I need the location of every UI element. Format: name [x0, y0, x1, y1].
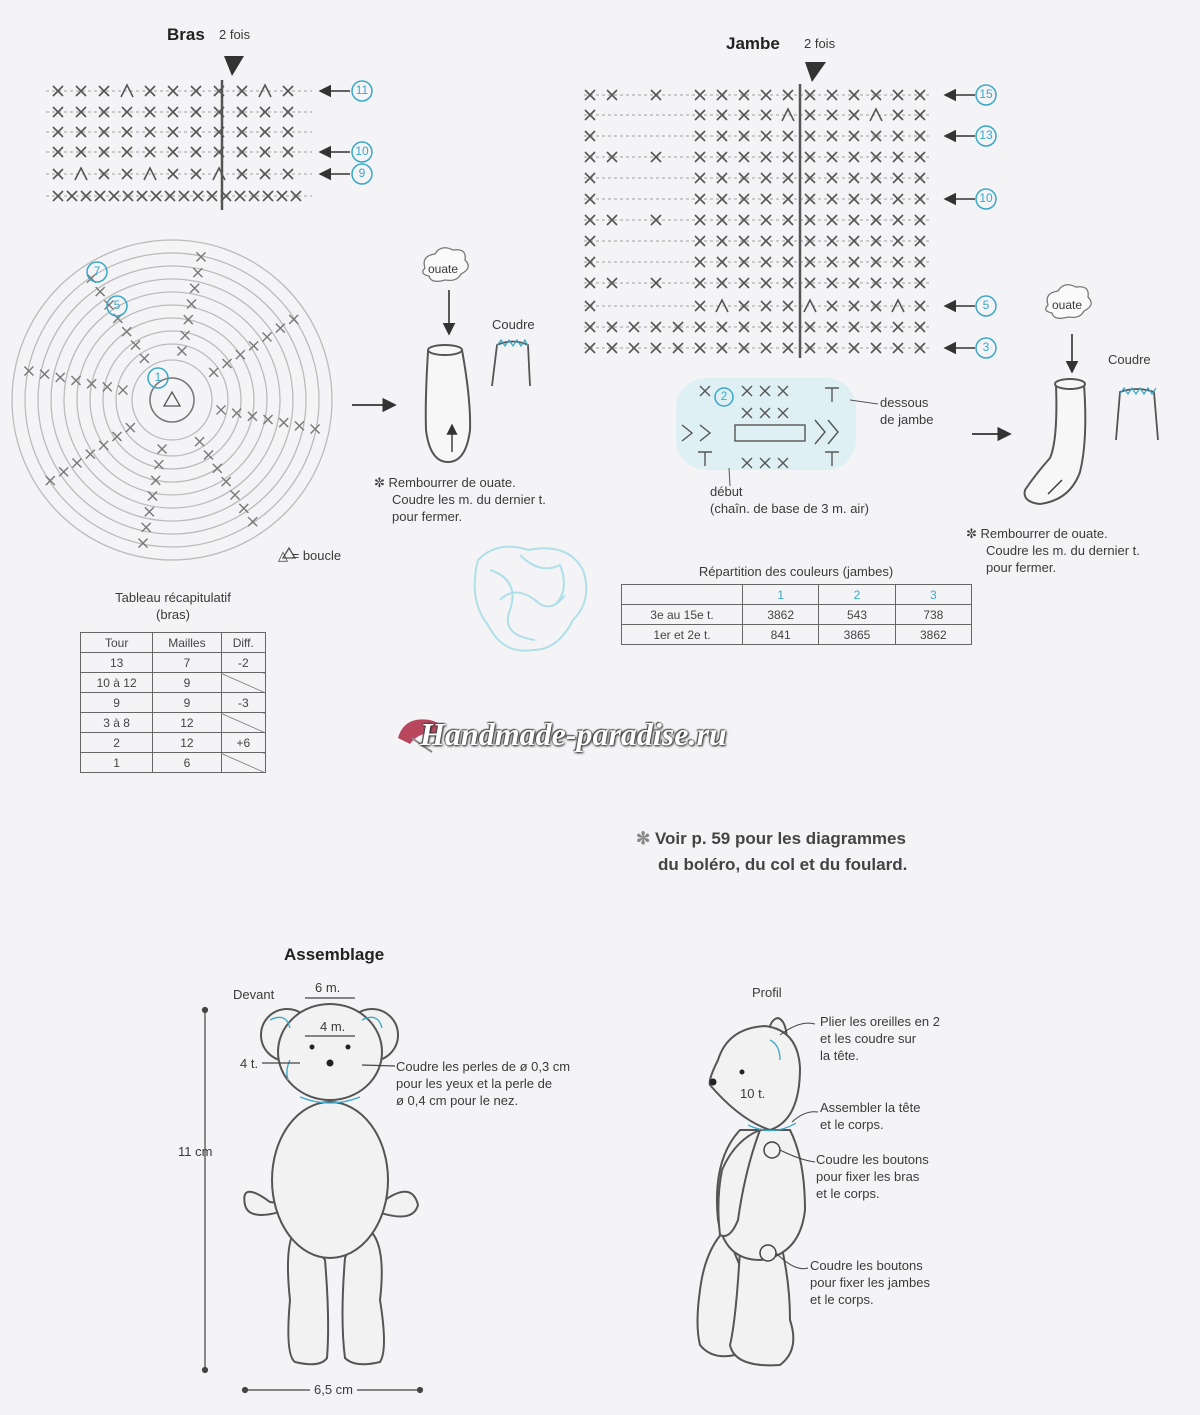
stitch-symbol [67, 191, 77, 201]
jambe-row-marker-15: 15 [979, 87, 993, 101]
stitch-symbol [695, 131, 705, 141]
table-row: 9 9 -3 [81, 693, 266, 713]
stitch-symbol [289, 315, 298, 324]
head-note: Assembler la tête et le corps. [820, 1100, 921, 1132]
stitch-symbol [629, 343, 639, 353]
snowflake-icon: ✼ [636, 829, 655, 848]
stitch-symbol [168, 86, 178, 96]
dim-4m: 4 m. [320, 1019, 346, 1034]
stitch-symbol [168, 107, 178, 117]
round-marker-7: 7 [93, 264, 101, 278]
table-row: 1 6 [81, 753, 266, 773]
stitch-symbol [761, 194, 771, 204]
stitch-symbol [109, 191, 119, 201]
bras-repeat: 2 fois [219, 27, 251, 42]
stitch-symbol [46, 476, 55, 485]
stitch-symbol [827, 343, 837, 353]
stitch-symbol [893, 278, 903, 288]
stitch-symbol [209, 368, 218, 377]
stitch-symbol [283, 127, 293, 137]
stitch-symbol [230, 491, 239, 500]
profile-label: Profil [752, 985, 782, 1000]
stitch-symbol [761, 257, 771, 267]
stitch-symbol [629, 322, 639, 332]
stitch-symbol [140, 354, 149, 363]
stitch-symbol [145, 86, 155, 96]
stitch-symbol [761, 110, 771, 120]
jambe-row-marker-5: 5 [982, 298, 990, 312]
stitch-symbol [695, 343, 705, 353]
table-row: 3 à 8 12 [81, 713, 266, 733]
stitch-symbol [96, 287, 105, 296]
stitch-symbol [893, 322, 903, 332]
jambe-row-marker-10: 10 [979, 191, 993, 205]
bras-instruction: ✼ Rembourrer de ouate. Coudre les m. du dernier t. pour fermer. [374, 475, 546, 524]
stitch-symbol [761, 322, 771, 332]
ouate-label-jambe: ouate [1052, 298, 1083, 312]
stitch-symbol [893, 236, 903, 246]
stitch-symbol [827, 322, 837, 332]
stitch-symbol [827, 301, 837, 311]
dim-6m: 6 m. [315, 980, 341, 995]
round-marker-1: 1 [154, 370, 162, 384]
stitch-symbol [761, 215, 771, 225]
stitch-symbol [761, 278, 771, 288]
start-label: début (chaîn. de base de 3 m. air) [710, 484, 869, 516]
stitch-symbol [761, 301, 771, 311]
stitch-symbol [168, 169, 178, 179]
table-row: 3e au 15e t. 3862 543 738 [622, 605, 972, 625]
bras-row-marker-10: 10 [355, 144, 369, 158]
stitch-symbol [99, 441, 108, 450]
note-text: ✼ Voir p. 59 pour les diagrammes du boléro, du col et du foulard. [636, 829, 908, 875]
stitch-symbol [893, 343, 903, 353]
snowflake-icon: ✼ [374, 475, 389, 490]
stitch-symbol [283, 147, 293, 157]
stitch-symbol [827, 236, 837, 246]
stitch-symbol [59, 467, 68, 476]
ouate-label-bras: ouate [428, 262, 459, 276]
stitch-symbol [893, 215, 903, 225]
stitch-symbol [126, 423, 135, 432]
width-label: 6,5 cm [310, 1382, 357, 1399]
bras-start-marker [224, 56, 244, 76]
stitch-symbol [193, 268, 202, 277]
stitch-symbol [761, 236, 771, 246]
stitch-symbol [827, 110, 837, 120]
stitch-symbol [695, 322, 705, 332]
arm-shape [426, 350, 470, 462]
bear-front [244, 1004, 418, 1364]
stitch-symbol [695, 278, 705, 288]
stitch-symbol [893, 173, 903, 183]
bras-row-marker-9: 9 [358, 166, 366, 180]
stitch-symbol [283, 86, 293, 96]
stitch-symbol [151, 191, 161, 201]
sole-marker-2: 2 [720, 389, 728, 403]
colors-title: Répartition des couleurs (jambes) [698, 564, 894, 579]
stitch-symbol [145, 107, 155, 117]
snowflake-icon: ✼ [966, 526, 981, 541]
stitch-symbol [827, 215, 837, 225]
jambe-row-marker-3: 3 [982, 340, 990, 354]
stitch-symbol [279, 418, 288, 427]
bras-title: Bras [167, 25, 205, 44]
sew-label-jambe: Coudre [1108, 352, 1151, 367]
bear-profile [698, 1018, 806, 1365]
stitch-symbol [40, 370, 49, 379]
eyes-note: Coudre les perles de ø 0,3 cm pour les yeux et la perle de ø 0,4 cm pour le nez. [396, 1059, 571, 1108]
loop-legend: △ = boucle [278, 548, 342, 563]
jambe-row-chart [584, 90, 932, 353]
stitch-symbol [217, 405, 226, 414]
arms-note: Coudre les boutons pour fixer les bras et le corps. [816, 1152, 929, 1201]
stitch-symbol [827, 257, 837, 267]
stitch-symbol [761, 131, 771, 141]
jambe-start-marker [805, 62, 826, 82]
stitch-symbol [295, 421, 304, 430]
stitch-symbol [893, 194, 903, 204]
table-row: 2 12 +6 [81, 733, 266, 753]
jambe-title: Jambe [726, 34, 780, 53]
stitch-symbol [695, 152, 705, 162]
stitch-symbol [893, 110, 903, 120]
stitch-symbol [695, 236, 705, 246]
yarn-illustration [475, 547, 587, 651]
stitch-symbol [276, 324, 285, 333]
stitch-symbol [168, 127, 178, 137]
stitch-symbol [283, 107, 293, 117]
sew-label-bras: Coudre [492, 317, 535, 332]
table-row: Tour Mailles Diff. [81, 633, 266, 653]
stitch-symbol [72, 458, 81, 467]
sole-label: dessous de jambe [880, 395, 934, 427]
stitch-symbol [56, 373, 65, 382]
front-label: Devant [233, 987, 275, 1002]
round-marker-5: 5 [113, 298, 121, 312]
stitch-symbol [213, 464, 222, 473]
stitch-symbol [761, 343, 771, 353]
stitch-symbol [263, 333, 272, 342]
stitch-symbol [195, 437, 204, 446]
stitch-symbol [277, 191, 287, 201]
stitch-symbol [235, 191, 245, 201]
stitch-symbol [145, 507, 154, 516]
stitch-symbol [827, 278, 837, 288]
stitch-symbol [695, 90, 705, 100]
stitch-symbol [193, 191, 203, 201]
stitch-symbol [827, 152, 837, 162]
stitch-symbol [695, 301, 705, 311]
stitch-symbol [122, 327, 131, 336]
leg-shape [1025, 384, 1086, 504]
stitch-symbol [239, 504, 248, 513]
stitch-symbol [248, 517, 257, 526]
stitch-symbol [695, 215, 705, 225]
recap-table [80, 632, 266, 773]
colors-table [621, 584, 972, 645]
stitch-symbol [236, 350, 245, 359]
table-row: 1er et 2e t. 841 3865 3862 [622, 625, 972, 645]
stitch-symbol [695, 173, 705, 183]
stitch-symbol [893, 152, 903, 162]
legs-note: Coudre les boutons pour fixer les jambes et le corps. [810, 1258, 930, 1307]
stitch-symbol [761, 90, 771, 100]
jambe-instruction: ✼ Rembourrer de ouate. Coudre les m. du dernier t. pour fermer. [966, 526, 1140, 575]
stitch-symbol [827, 90, 837, 100]
bras-round-chart [12, 240, 332, 560]
stitch-symbol [168, 147, 178, 157]
stitch-symbol [827, 131, 837, 141]
dim-4t: 4 t. [240, 1056, 259, 1071]
stitch-symbol [695, 257, 705, 267]
stitch-symbol [761, 152, 771, 162]
height-label: 11 cm [178, 1144, 213, 1159]
stitch-symbol [695, 110, 705, 120]
stitch-symbol [158, 445, 167, 454]
jambe-row-marker-13: 13 [979, 128, 993, 142]
stitch-symbol [145, 127, 155, 137]
recap-title: Tableau récapitulatif (bras) [115, 590, 231, 622]
stitch-symbol [827, 173, 837, 183]
table-row: 13 7 -2 [81, 653, 266, 673]
sewn-top-bras [492, 342, 530, 387]
bras-row-chart [46, 85, 312, 201]
stitch-symbol [142, 523, 151, 532]
sewn-top-jambe [1116, 389, 1158, 440]
table-row: 10 à 12 9 [81, 673, 266, 693]
stitch-symbol [283, 169, 293, 179]
stitch-symbol [893, 131, 903, 141]
stitch-symbol [761, 173, 771, 183]
stitch-symbol [695, 194, 705, 204]
stitch-symbol [827, 194, 837, 204]
table-row: 1 2 3 [622, 585, 972, 605]
bras-row-marker-11: 11 [355, 83, 369, 97]
stitch-symbol [893, 257, 903, 267]
stitch-symbol [190, 284, 199, 293]
assemblage-title: Assemblage [284, 945, 385, 964]
stitch-symbol [177, 346, 186, 355]
jambe-repeat: 2 fois [804, 36, 836, 51]
stitch-symbol [893, 90, 903, 100]
stitch-symbol [118, 386, 127, 395]
stitch-symbol [145, 147, 155, 157]
watermark: Handmade-paradise.ru [420, 716, 727, 752]
dim-10t: 10 t. [740, 1086, 766, 1101]
ears-note: Plier les oreilles en 2 et les coudre sur la tête. [820, 1014, 940, 1063]
